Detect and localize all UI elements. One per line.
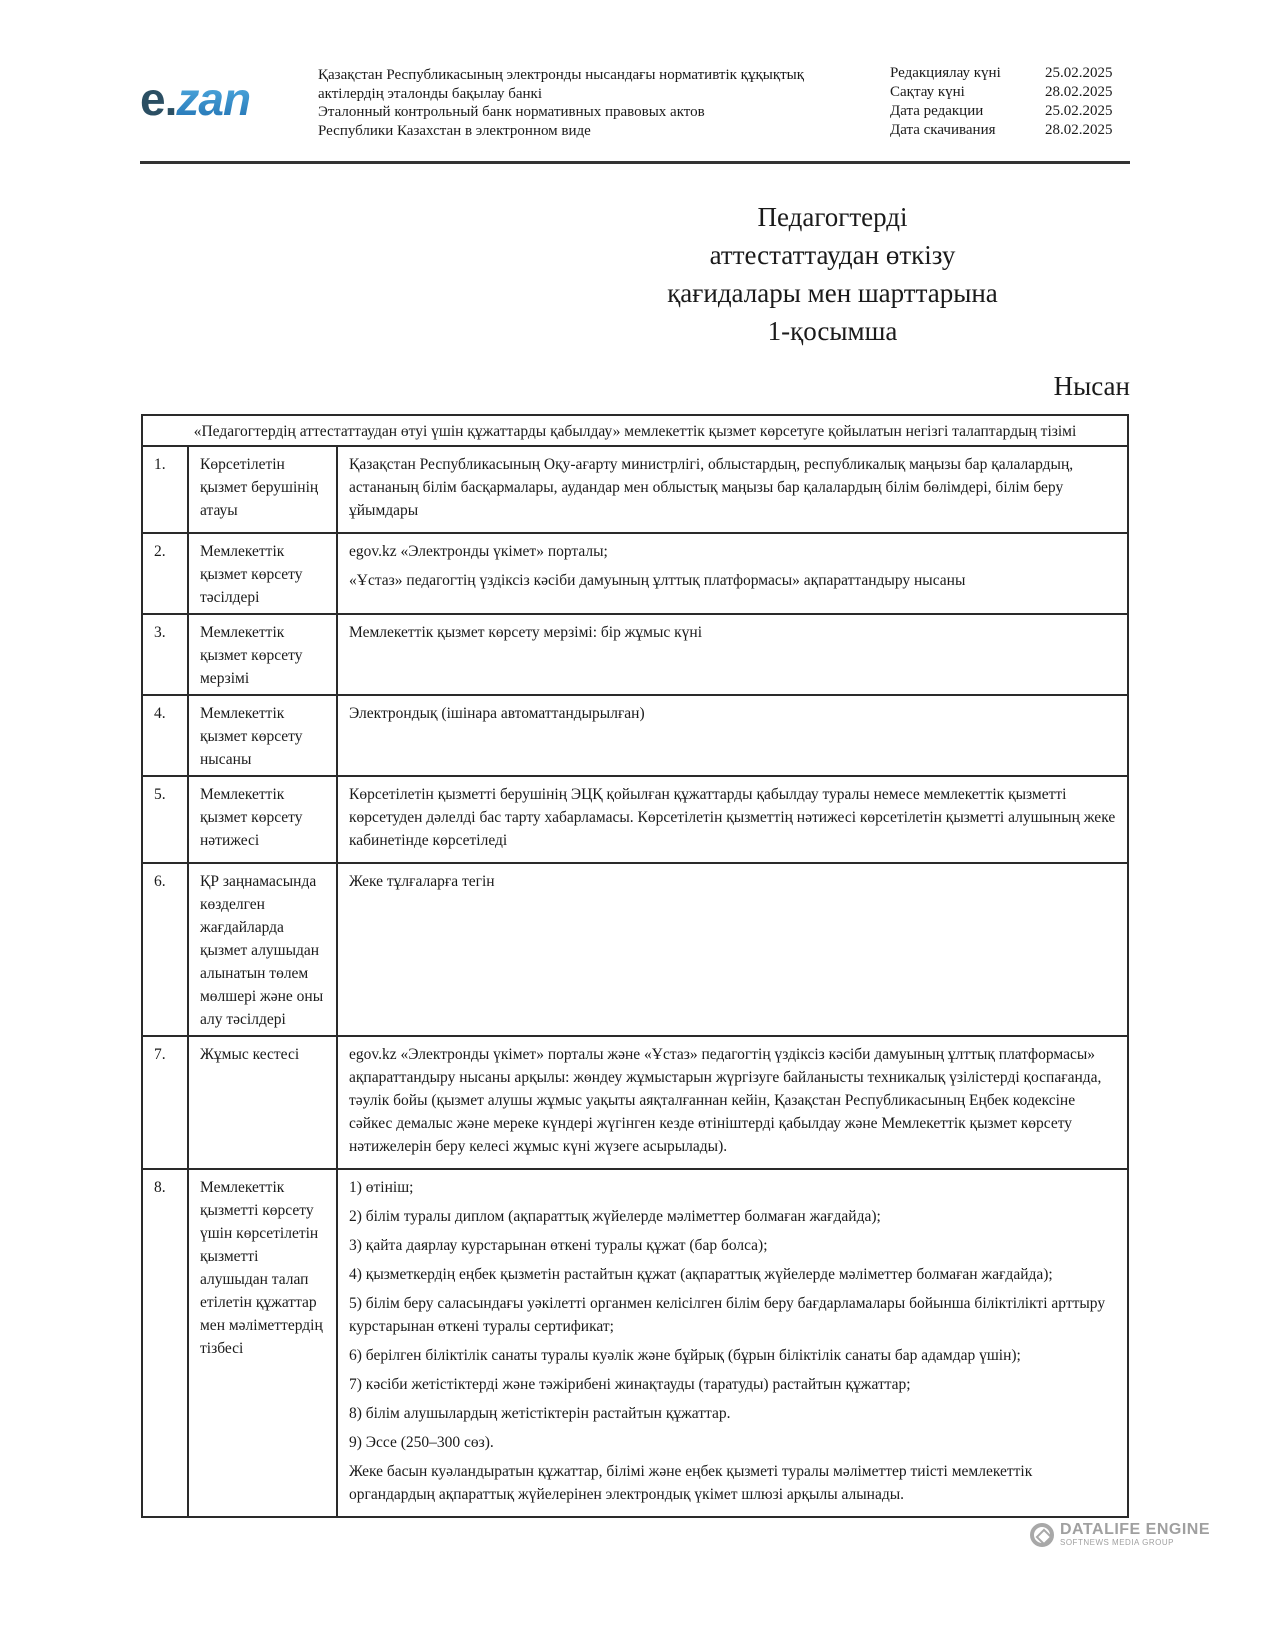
document-list-item: 2) білім туралы диплом (ақпараттық жүйелерде мәліметтер болмаған жағдайда); [349, 1208, 881, 1225]
bank-line: Республики Казахстан в электронном виде [318, 122, 591, 139]
value-paragraph: egov.kz «Электронды үкімет» порталы және «Ұстаз» педагогтің үздіксіз кәсіби дамуының ұлттық платформасы» ақпараттандыру нысаны арқылы: жөндеу жұмыстарын жүргізуге байланысты техникалық үзілістерді қоспағанда, тәулік бойы (қызмет алушы жұмыс уақыты аяқталғаннан кейін, Қазақстан Республикасының Еңбек кодексіне сәйкес демалыс және мереке күндері жүгінген кезде өтініштерді қабылдау және Мемлекеттік қызмет көрсету нәтижелерін беру келесі жұмыс күні жүзеге асырылады). [349, 1046, 1102, 1155]
row-name: Көрсетілетін қызмет берушінің атауы [188, 446, 337, 533]
date-label: Дата скачивания [890, 122, 996, 138]
row-number: 6. [142, 863, 188, 1036]
row-name: ҚР заңнамасында көзделген жағдайларда қызмет алушыдан алынатын төлем мөлшері және оны алу тәсілдері [188, 863, 337, 1036]
bank-line: актілердің эталонды бақылау банкі [318, 85, 542, 102]
value-paragraph: Көрсетілетін қызметті берушінің ЭЦҚ қойылған құжаттарды қабылдау туралы немесе мемлекеттік қызметті көрсетуден дәлелді бас тарту хабарламасы. Көрсетілетін қызметтің нәтижесі көрсетілетін қызметті алушының жеке кабинетінде көрсетіледі [349, 786, 1116, 849]
row-value [337, 446, 1128, 533]
form-label: Нысан [1053, 371, 1130, 401]
row-name: Мемлекеттік қызметті көрсету үшін көрсетілетін қызметті алушыдан талап етілетін құжаттар мен мәліметтердің тізбесі [188, 1169, 337, 1517]
row-value [337, 533, 1128, 614]
date-label: Дата редакции [890, 103, 984, 119]
document-list-item: 7) кәсіби жетістіктерді және тәжірибені жинақтауды (таратуды) растайтын құжаттар; [349, 1376, 911, 1393]
document-list-item: 6) берілген біліктілік санаты туралы куәлік және бұйрық (бұрын біліктілік санаты бар адамдар үшін); [349, 1347, 1021, 1364]
row-number: 3. [142, 614, 188, 695]
annex-heading [640, 198, 1025, 350]
date-value: 28.02.2025 [1045, 122, 1113, 138]
document-list-item: 1) өтініш; [349, 1179, 414, 1196]
row-number: 4. [142, 695, 188, 776]
logo-dot: . [164, 73, 177, 125]
header-divider [140, 161, 1130, 164]
value-paragraph: Жеке тұлғаларға тегін [349, 873, 495, 890]
annex-line: 1-қосымша [767, 316, 898, 346]
row-value [337, 776, 1128, 863]
date-label: Редакциялау күні [890, 65, 1001, 81]
watermark-title: DATALIFE ENGINE [1060, 1521, 1211, 1538]
row-value [337, 863, 1128, 1036]
value-paragraph: «Ұстаз» педагогтің үздіксіз кәсіби дамуының ұлттық платформасы» ақпараттандыру нысаны [349, 572, 966, 589]
row-number: 8. [142, 1169, 188, 1517]
value-paragraph: Электрондық (ішінара автоматтандырылған) [349, 705, 645, 722]
document-list-item: 4) қызметкердің еңбек қызметін растайтын құжат (ақпараттық жүйелерде мәліметтер болмаған жағдайда); [349, 1266, 1053, 1283]
row-value [337, 695, 1128, 776]
watermark-subtitle: SOFTNEWS MEDIA GROUP [1060, 1538, 1175, 1547]
table-row [142, 776, 1128, 863]
date-value: 28.02.2025 [1045, 84, 1113, 100]
logo-e: e [140, 73, 165, 125]
date-value: 25.02.2025 [1045, 103, 1113, 119]
ezan-logo [140, 74, 250, 124]
row-number: 2. [142, 533, 188, 614]
document-list-item: 3) қайта даярлау курстарынан өткені туралы құжат (бар болса); [349, 1237, 768, 1254]
requirements-table [141, 414, 1129, 1518]
table-title-row [142, 415, 1128, 446]
value-paragraph: egov.kz «Электронды үкімет» порталы; [349, 543, 608, 560]
row-name: Мемлекеттік қызмет көрсету нысаны [188, 695, 337, 776]
row-name: Жұмыс кестесі [188, 1036, 337, 1169]
document-dates [890, 64, 1125, 140]
row-value [337, 1169, 1128, 1517]
annex-line: аттестаттаудан өткізу [709, 240, 956, 270]
logo-zan: zan [176, 73, 251, 125]
row-name: Мемлекеттік қызмет көрсету мерзімі [188, 614, 337, 695]
table-title: «Педагогтердің аттестаттаудан өтуі үшін құжаттарды қабылдау» мемлекеттік қызмет көрсетуге қойылатын негізгі талаптардың тізімі [142, 415, 1128, 446]
row-number: 5. [142, 776, 188, 863]
table-row [142, 446, 1128, 533]
row-value [337, 1036, 1128, 1169]
table-row [142, 1036, 1128, 1169]
date-row [890, 102, 1125, 121]
row-number: 7. [142, 1036, 188, 1169]
datalife-watermark [1030, 1522, 1210, 1547]
date-value: 25.02.2025 [1045, 65, 1113, 81]
row-number: 1. [142, 446, 188, 533]
value-paragraph: Жеке басын куәландыратын құжаттар, білімі және еңбек қызметі туралы мәліметтер тиісті мемлекеттік органдардың ақпараттық жүйелерінен электрондық үкімет шлюзі арқылы алынады. [349, 1463, 1033, 1503]
table-row [142, 863, 1128, 1036]
document-list-item: 8) білім алушылардың жетістіктерін растайтын құжаттар. [349, 1405, 731, 1422]
row-name: Мемлекеттік қызмет көрсету тәсілдері [188, 533, 337, 614]
value-paragraph: Мемлекеттік қызмет көрсету мерзімі: бір жұмыс күні [349, 624, 703, 641]
bank-line: Эталонный контрольный банк нормативных правовых актов [318, 104, 705, 120]
row-name: Мемлекеттік қызмет көрсету нәтижесі [188, 776, 337, 863]
date-label: Сақтау күні [890, 84, 965, 100]
bank-line: Қазақстан Республикасының электронды нысандағы нормативтік құқықтық [318, 67, 805, 83]
table-row [142, 1169, 1128, 1517]
document-header [140, 60, 1130, 165]
date-row [890, 121, 1125, 140]
annex-line: қағидалары мен шарттарына [667, 278, 998, 308]
value-paragraph: Қазақстан Республикасының Оқу-ағарту министрлігі, облыстардың, республикалық маңызы бар қалалардың, астананың білім басқармалары, аудандар мен облыстық маңызы бар қалалардың білім бөлімдері, білім беру ұйымдары [349, 456, 1074, 519]
document-list-item: 9) Эссе (250–300 сөз). [349, 1434, 494, 1451]
watermark-text [1060, 1522, 1210, 1547]
row-value [337, 614, 1128, 695]
table-row [142, 614, 1128, 695]
table-row [142, 533, 1128, 614]
datalife-logo-icon [1030, 1523, 1054, 1547]
date-row [890, 64, 1125, 83]
table-row [142, 695, 1128, 776]
date-row [890, 83, 1125, 102]
bank-description [318, 66, 878, 140]
annex-line: Педагогтерді [757, 202, 908, 232]
document-list-item: 5) білім беру саласындағы уәкілетті органмен келісілген білім беру бағдарламалары бойынша біліктілікті арттыру курстарынан өткені туралы сертификат; [349, 1295, 1106, 1335]
